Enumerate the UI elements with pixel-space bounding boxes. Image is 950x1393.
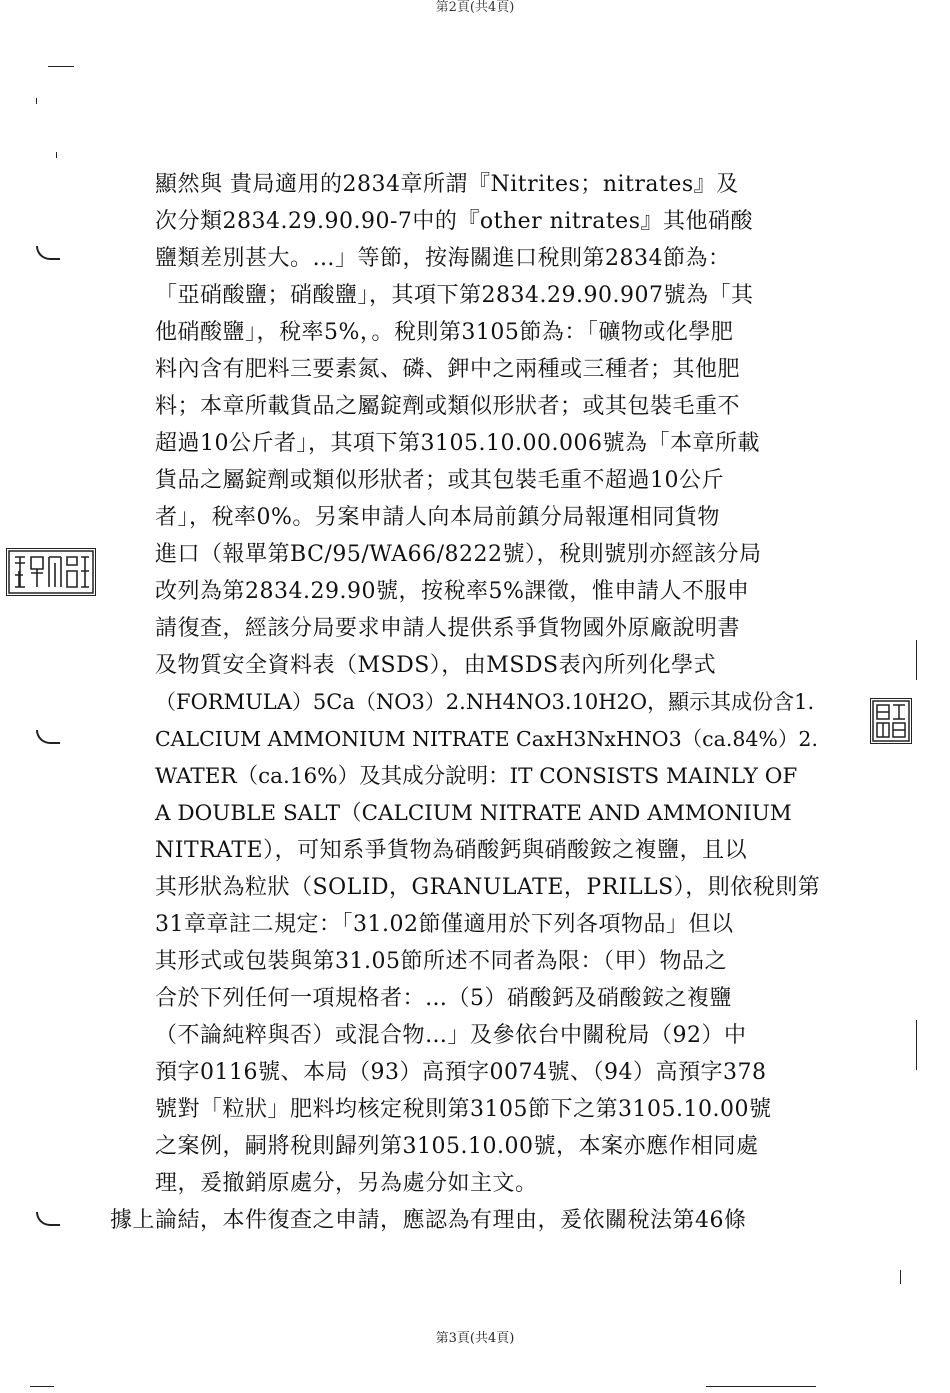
body-line-26: 號對「粒狀」肥料均核定稅則第3105節下之第3105.10.00號 <box>155 1097 772 1122</box>
seal-stamp-left-graphic <box>7 549 95 595</box>
body-line-28: 理，爰撤銷原處分，另為處分如主文。 <box>155 1171 538 1196</box>
body-line-20: 其形狀為粒狀（SOLID，GRANULATE，PRILLS），則依稅則第 <box>155 875 821 900</box>
scan-mark <box>36 98 37 104</box>
scan-mark <box>900 1270 901 1284</box>
body-line-3: 鹽類差別甚大。…」等節，按海關進口稅則第2834節為： <box>155 246 731 271</box>
binding-hook-mark <box>36 730 60 744</box>
body-line-2: 次分類2834.29.90.90-7中的『other nitrates』其他硝酸 <box>155 209 753 234</box>
body-line-27: 之案例，嗣將稅則歸列第3105.10.00號，本案亦應作相同處 <box>155 1134 759 1159</box>
body-line-7: 料；本章所載貨品之屬錠劑或類似形狀者；或其包裝毛重不 <box>155 394 741 419</box>
body-line-17: WATER（ca.16%）及其成分說明：IT CONSISTS MAINLY OF <box>155 764 798 789</box>
body-line-21: 31章章註二規定：「31.02節僅適用於下列各項物品」但以 <box>155 912 734 937</box>
body-line-13: 請復查，經該分局要求申請人提供系爭貨物國外原廠說明書 <box>155 616 741 641</box>
scan-mark <box>56 152 57 158</box>
body-line-16: CALCIUM AMMONIUM NITRATE CaxH3NxHNO3（ca.84%）2. <box>155 727 818 751</box>
body-line-8: 超過10公斤者」，其項下第3105.10.00.006號為「本章所載 <box>155 431 760 456</box>
body-line-5: 他硝酸鹽」，稅率5%，。稅則第3105節為：「礦物或化學肥 <box>155 320 734 345</box>
scan-mark <box>916 640 917 680</box>
body-line-12: 改列為第2834.29.90號，按稅率5%課徵，惟申請人不服申 <box>155 579 750 604</box>
body-line-9: 貨品之屬錠劑或類似形狀者；或其包裝毛重不超過10公斤 <box>155 468 724 493</box>
page-footer <box>0 1331 950 1347</box>
decision-body-text <box>110 166 825 1239</box>
footer-page-label: 第3頁(共4頁) <box>435 1331 515 1346</box>
page-header <box>0 0 950 16</box>
body-line-23: 合於下列任何一項規格者：…（5）硝酸鈣及硝酸銨之複鹽 <box>155 986 732 1011</box>
body-line-6: 料內含有肥料三要素氮、磷、鉀中之兩種或三種者；其他肥 <box>155 357 741 382</box>
scan-mark <box>30 1386 54 1387</box>
body-line-14: 及物質安全資料表（MSDS），由MSDS表內所列化學式 <box>155 653 717 678</box>
seal-stamp-right-graphic <box>871 699 911 743</box>
body-line-18: A DOUBLE SALT（CALCIUM NITRATE AND AMMONIUM <box>155 801 792 826</box>
binding-hook-mark <box>36 246 60 260</box>
scan-mark <box>706 1386 816 1387</box>
body-line-24: （不論純粹與否）或混合物…」及參依台中關稅局（92）中 <box>155 1023 747 1048</box>
body-line-11: 進口（報單第BC/95/WA66/8222號），稅則號別亦經該分局 <box>155 542 762 567</box>
body-line-15: （FORMULA）5Ca（NO3）2.NH4NO3.10H2O，顯示其成份含1. <box>155 690 815 714</box>
body-line-10: 者」，稅率0%。另案申請人向本局前鎮分局報運相同貨物 <box>155 505 720 530</box>
scan-mark <box>916 1020 917 1070</box>
seal-stamp-left <box>6 548 96 596</box>
scan-mark <box>48 66 74 67</box>
body-line-19: NITRATE），可知系爭貨物為硝酸鈣與硝酸銨之複鹽，且以 <box>155 838 748 863</box>
seal-stamp-right <box>870 698 912 744</box>
body-line-4: 「亞硝酸鹽；硝酸鹽」，其項下第2834.29.90.907號為「其 <box>155 283 754 308</box>
body-line-1: 顯然與 貴局適用的2834章所謂『Nitrites；nitrates』及 <box>155 172 739 197</box>
header-page-label: 第2頁(共4頁) <box>435 0 515 15</box>
body-line-22: 其形式或包裝與第31.05節所述不同者為限：（甲）物品之 <box>155 949 727 974</box>
closing-line: 據上論結，本件復查之申請，應認為有理由，爰依關稅法第46條 <box>110 1208 747 1233</box>
body-line-25: 預字0116號、本局（93）高預字0074號、（94）高預字378 <box>155 1060 767 1085</box>
binding-hook-mark <box>36 1212 60 1226</box>
